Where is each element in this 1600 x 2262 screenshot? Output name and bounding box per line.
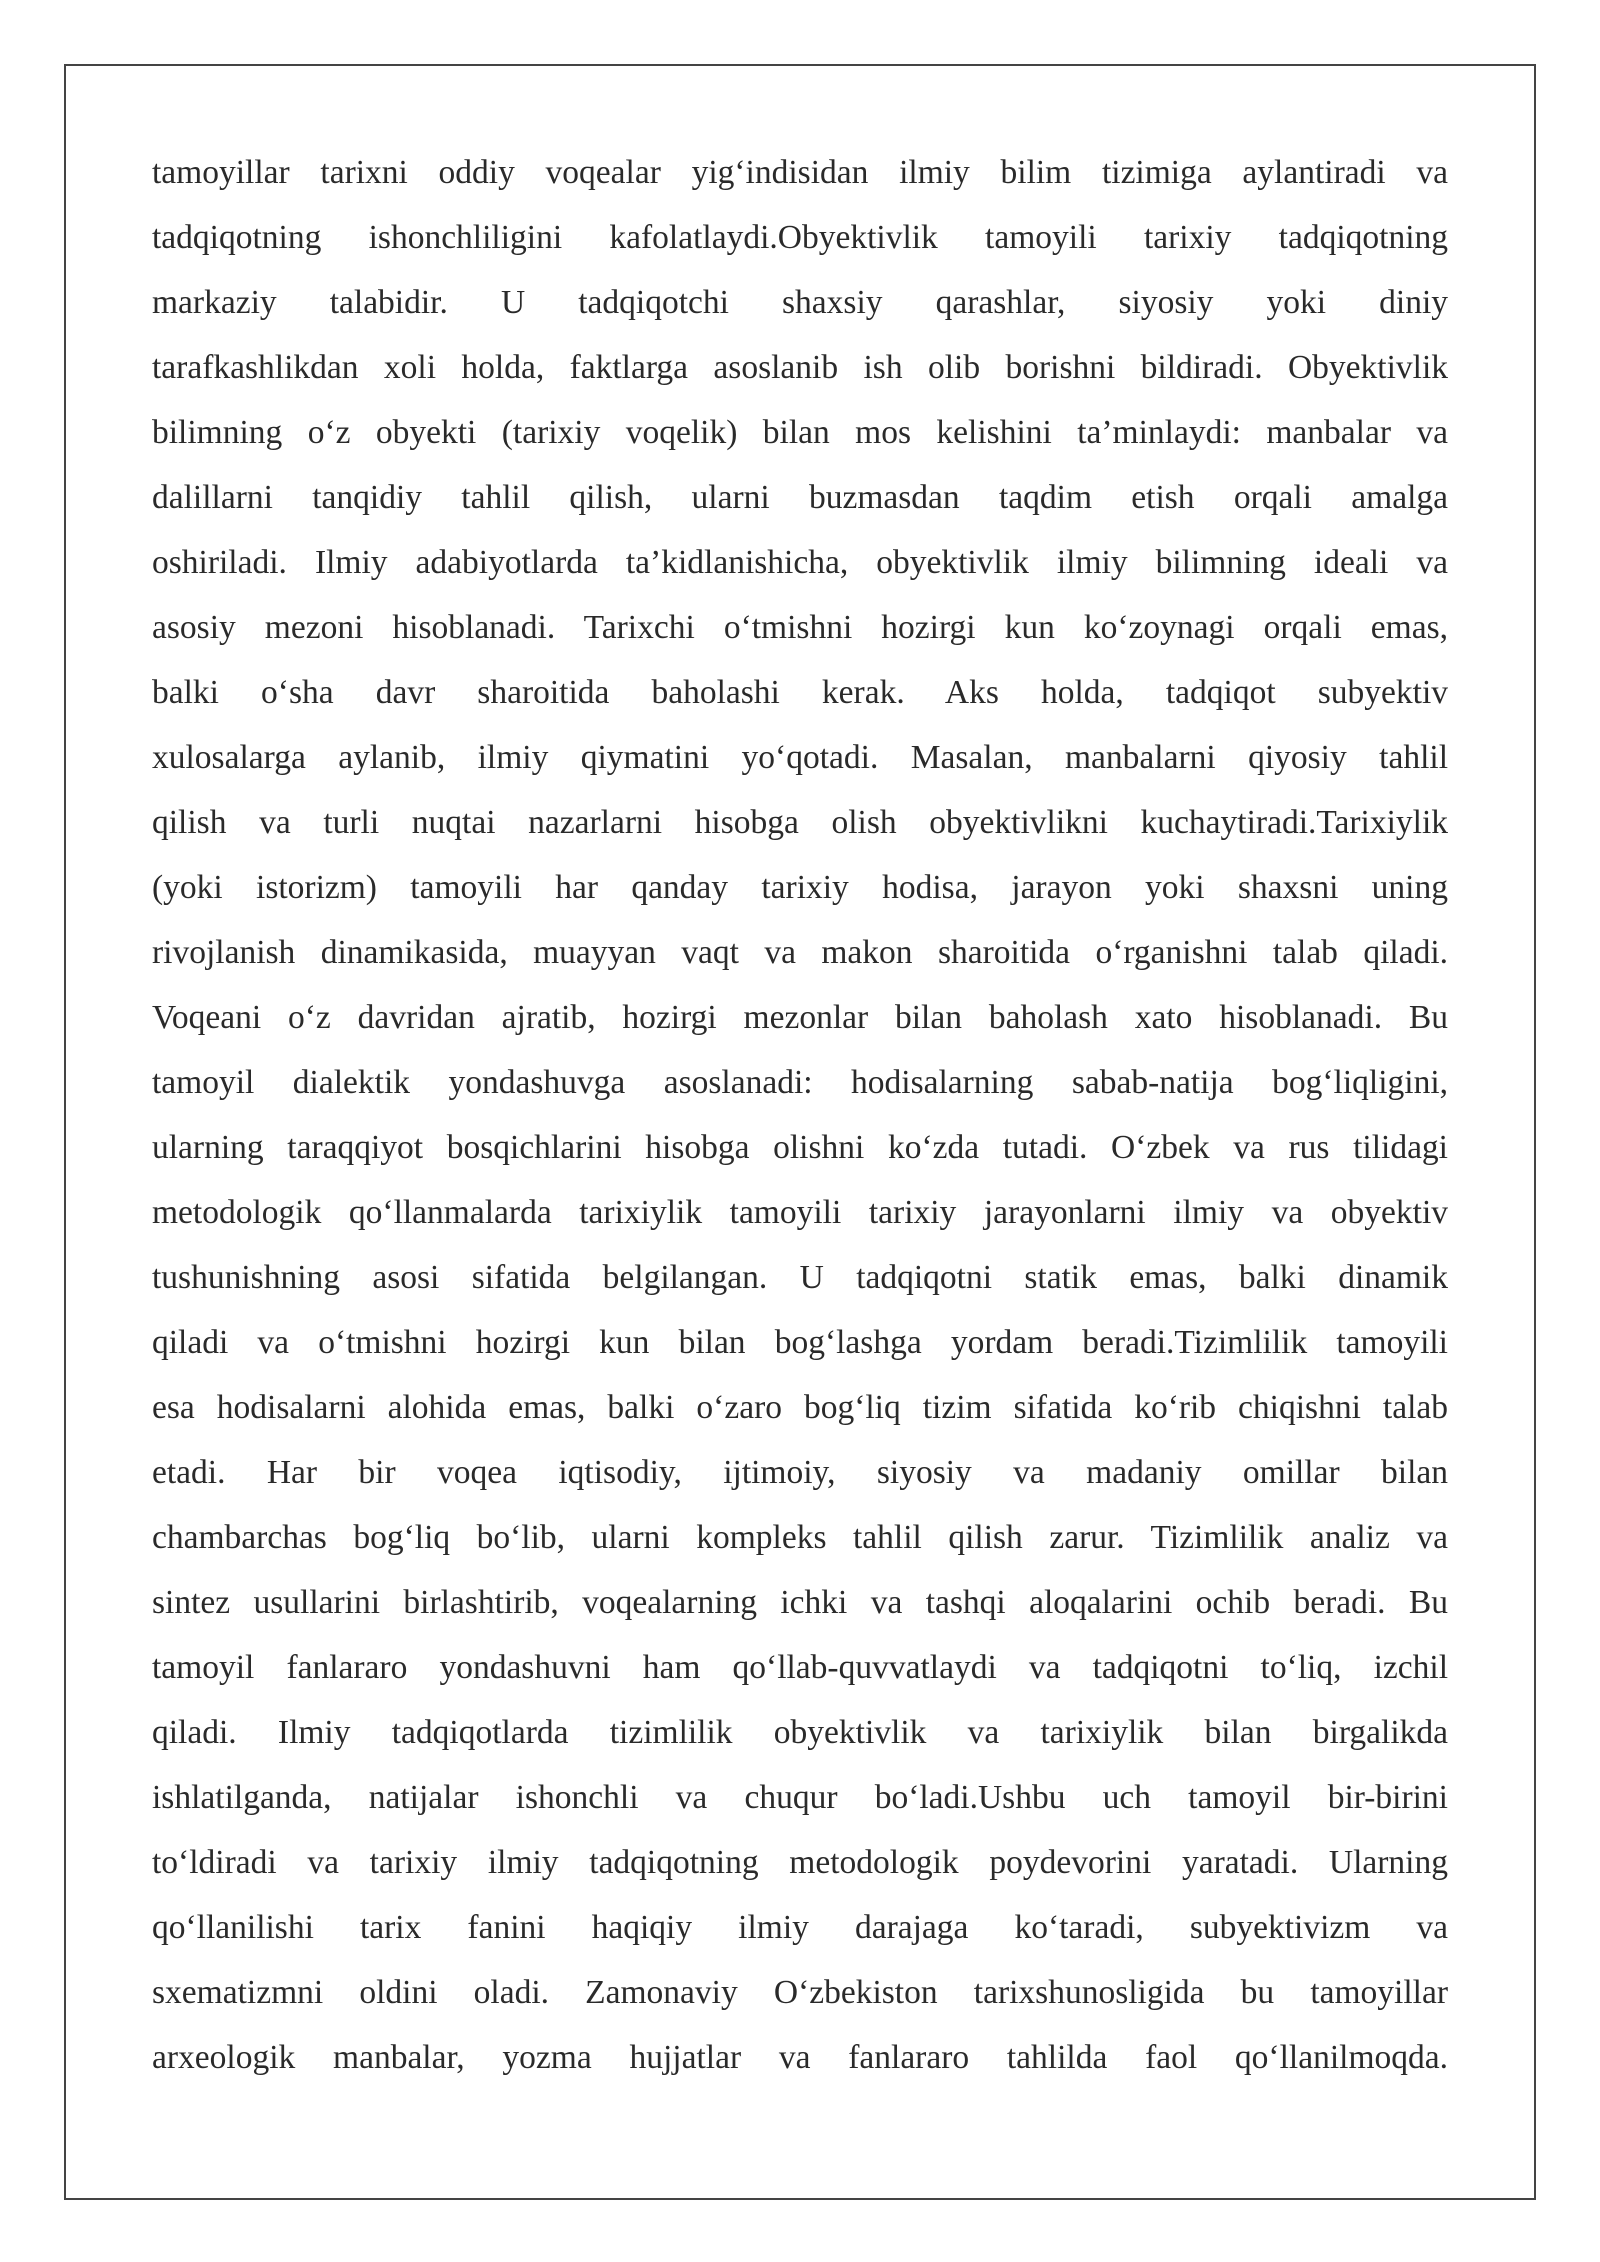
text-line: markaziy talabidir. U tadqiqotchi shaxsiy qarashlar, siyosiy yoki diniy [152, 284, 1448, 321]
text-line: rivojlanish dinamikasida, muayyan vaqt va makon sharoitida o‘rganishni talab qiladi. [152, 934, 1448, 971]
text-line: xulosalarga aylanib, ilmiy qiymatini yo‘qotadi. Masalan, manbalarni qiyosiy tahlil [152, 739, 1448, 776]
text-line: (yoki istorizm) tamoyili har qanday tarixiy hodisa, jarayon yoki shaxsni uning [152, 869, 1448, 906]
text-line: asosiy mezoni hisoblanadi. Tarixchi o‘tmishni hozirgi kun ko‘zoynagi orqali emas, [152, 609, 1448, 646]
text-line: tamoyillar tarixni oddiy voqealar yig‘indisidan ilmiy bilim tizimiga aylantiradi va [152, 154, 1448, 191]
text-line: etadi. Har bir voqea iqtisodiy, ijtimoiy, siyosiy va madaniy omillar bilan [152, 1454, 1448, 1491]
text-line: sxematizmni oldini oladi. Zamonaviy O‘zbekiston tarixshunosligida bu tamoyillar [152, 1974, 1448, 2011]
body-text [152, 140, 1448, 2090]
text-line: tarafkashlikdan xoli holda, faktlarga asoslanib ish olib borishni bildiradi. Obyektivlik [152, 349, 1448, 386]
text-line: ishlatilganda, natijalar ishonchli va chuqur bo‘ladi.Ushbu uch tamoyil bir-birini [152, 1779, 1448, 1816]
text-line: qiladi. Ilmiy tadqiqotlarda tizimlilik obyektivlik va tarixiylik bilan birgalikda [152, 1714, 1448, 1751]
text-line: ularning taraqqiyot bosqichlarini hisobga olishni ko‘zda tutadi. O‘zbek va rus tilidagi [152, 1129, 1448, 1166]
text-line: qo‘llanilishi tarix fanini haqiqiy ilmiy darajaga ko‘taradi, subyektivizm va [152, 1909, 1448, 1946]
text-line: tamoyil dialektik yondashuvga asoslanadi: hodisalarning sabab-natija bog‘liqligini, [152, 1064, 1448, 1101]
text-line: bilimning o‘z obyekti (tarixiy voqelik) bilan mos kelishini ta’minlaydi: manbalar va [152, 414, 1448, 451]
text-line: arxeologik manbalar, yozma hujjatlar va fanlararo tahlilda faol qo‘llanilmoqda. [152, 2039, 1448, 2076]
text-line: sintez usullarini birlashtirib, voqealarning ichki va tashqi aloqalarini ochib beradi. Bu [152, 1584, 1448, 1621]
text-line: balki o‘sha davr sharoitida baholashi kerak. Aks holda, tadqiqot subyektiv [152, 674, 1448, 711]
text-line: tushunishning asosi sifatida belgilangan. U tadqiqotni statik emas, balki dinamik [152, 1259, 1448, 1296]
text-line: tadqiqotning ishonchliligini kafolatlaydi.Obyektivlik tamoyili tarixiy tadqiqotning [152, 219, 1448, 256]
text-line: chambarchas bog‘liq bo‘lib, ularni kompleks tahlil qilish zarur. Tizimlilik analiz va [152, 1519, 1448, 1556]
text-line: esa hodisalarni alohida emas, balki o‘zaro bog‘liq tizim sifatida ko‘rib chiqishni talab [152, 1389, 1448, 1426]
text-line: qilish va turli nuqtai nazarlarni hisobga olish obyektivlikni kuchaytiradi.Tarixiylik [152, 804, 1448, 841]
text-line: to‘ldiradi va tarixiy ilmiy tadqiqotning metodologik poydevorini yaratadi. Ularning [152, 1844, 1448, 1881]
text-line: Voqeani o‘z davridan ajratib, hozirgi mezonlar bilan baholash xato hisoblanadi. Bu [152, 999, 1448, 1036]
text-line: tamoyil fanlararo yondashuvni ham qo‘llab-quvvatlaydi va tadqiqotni to‘liq, izchil [152, 1649, 1448, 1686]
text-line: dalillarni tanqidiy tahlil qilish, ularni buzmasdan taqdim etish orqali amalga [152, 479, 1448, 516]
text-line: qiladi va o‘tmishni hozirgi kun bilan bog‘lashga yordam beradi.Tizimlilik tamoyili [152, 1324, 1448, 1361]
text-line: metodologik qo‘llanmalarda tarixiylik tamoyili tarixiy jarayonlarni ilmiy va obyektiv [152, 1194, 1448, 1231]
text-line: oshiriladi. Ilmiy adabiyotlarda ta’kidlanishicha, obyektivlik ilmiy bilimning ideali va [152, 544, 1448, 581]
